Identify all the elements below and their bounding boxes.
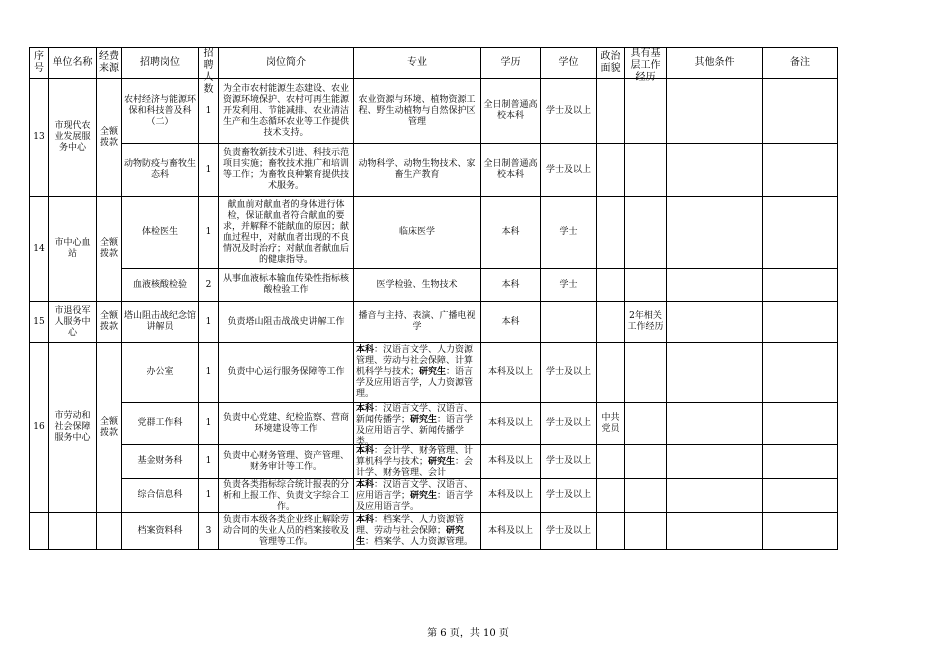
header-grassroots: 具有基层工作经历 [625, 48, 667, 79]
cell-funding: 全额拨款 [97, 302, 122, 343]
cell-remark [763, 403, 838, 445]
header-seq: 序号 [30, 48, 49, 79]
cell-seq: 15 [30, 302, 49, 343]
cell-count: 1 [199, 302, 219, 343]
major-level-label: 研究生 [419, 367, 447, 377]
cell-intro: 负责中心党建、纪检监察、营商环境建设等工作 [219, 403, 354, 445]
cell-major: 动物科学、动物生物技术、家畜生产教育 [354, 144, 481, 197]
cell-major [354, 445, 481, 479]
table-row [30, 79, 838, 144]
cell-political [597, 197, 625, 269]
major-text: ：档案学、人力资源管理。 [365, 536, 474, 547]
major-level-label: 本科 [356, 514, 375, 525]
cell-position: 党群工作科 [122, 403, 199, 445]
header-major: 专业 [354, 48, 481, 79]
header-remark: 备注 [763, 48, 838, 79]
cell-degree: 学士及以上 [541, 513, 597, 550]
cell-education: 本科 [481, 269, 541, 302]
cell-other [667, 445, 763, 479]
cell-remark [763, 445, 838, 479]
cell-intro: 负责市本级各类企业终止解除劳动合同的失业人员的档案接收及管理等工作。 [219, 513, 354, 550]
cell-intro: 负责中心财务管理、资产管理、财务审计等工作。 [219, 445, 354, 479]
cell-remark [763, 144, 838, 197]
header-count: 招聘人数 [199, 48, 219, 79]
cell-other [667, 197, 763, 269]
cell-grassroots [625, 513, 667, 550]
cell-unit [49, 513, 97, 550]
cell-major [354, 513, 481, 550]
cell-intro: 为全市农村能源生态建设、农业资源环境保护、农村可再生能源开发利用、节能减排、农业清洁生产和生态循环农业等工作提供技术支持。 [219, 79, 354, 144]
major-text: ：会计学、财务管理、计算机科学与技术； [356, 445, 474, 467]
cell-count: 1 [199, 343, 219, 403]
cell-position: 血液核酸检验 [122, 269, 199, 302]
cell-grassroots [625, 197, 667, 269]
cell-grassroots [625, 79, 667, 144]
cell-funding: 全额拨款 [97, 79, 122, 197]
cell-political [597, 513, 625, 550]
cell-other [667, 403, 763, 445]
cell-degree: 学士及以上 [541, 479, 597, 513]
cell-remark [763, 343, 838, 403]
cell-political: 中共党员 [597, 403, 625, 445]
cell-grassroots [625, 343, 667, 403]
cell-education: 全日制普通高校本科 [481, 144, 541, 197]
cell-degree: 学士及以上 [541, 144, 597, 197]
cell-remark [763, 79, 838, 144]
cell-education: 本科及以上 [481, 479, 541, 513]
major-text: ：语言学及应用语言学，人力资源管理。 [356, 367, 474, 399]
major-text: ：语言学及应用语言学、新闻传播学类。 [356, 414, 474, 447]
cell-grassroots [625, 269, 667, 302]
cell-count: 1 [199, 445, 219, 479]
header-unit: 单位名称 [49, 48, 97, 79]
table-row [30, 445, 838, 479]
cell-major [354, 403, 481, 445]
header-political: 政治面貌 [597, 48, 625, 79]
major-level-label: 本科 [356, 479, 375, 490]
cell-intro: 献血前对献血者的身体进行体检，保证献血者符合献血的要求，并解释不能献血的原因；献血过程中，对献血者出现的不良情况及时治疗；对献血者献血后的健康指导。 [219, 197, 354, 269]
header-position: 招聘岗位 [122, 48, 199, 79]
major-text: ：会计学、财务管理、会计 [356, 456, 474, 478]
cell-intro: 负责畜牧新技术引进、科技示范项目实施；畜牧技术推广和培训等工作；为畜牧良种繁育提供技术服务。 [219, 144, 354, 197]
major-text: ：汉语言文学、汉语言、新闻传播学； [356, 403, 474, 425]
cell-grassroots [625, 144, 667, 197]
cell-political [597, 79, 625, 144]
cell-position: 体检医生 [122, 197, 199, 269]
cell-other [667, 79, 763, 144]
cell-degree: 学士 [541, 197, 597, 269]
cell-count: 1 [199, 403, 219, 445]
cell-remark [763, 513, 838, 550]
cell-count: 2 [199, 269, 219, 302]
cell-education: 本科及以上 [481, 513, 541, 550]
cell-degree: 学士 [541, 269, 597, 302]
cell-major: 临床医学 [354, 197, 481, 269]
major-level-label: 本科 [356, 445, 375, 456]
cell-count: 1 [199, 79, 219, 144]
cell-remark [763, 479, 838, 513]
cell-position: 塔山阻击战纪念馆 讲解员 [122, 302, 199, 343]
cell-unit: 市退役军人服务中心 [49, 302, 97, 343]
cell-education: 本科 [481, 302, 541, 343]
cell-political [597, 144, 625, 197]
cell-intro: 负责塔山阻击战战史讲解工作 [219, 302, 354, 343]
cell-other [667, 269, 763, 302]
cell-degree: 学士及以上 [541, 445, 597, 479]
major-level-label: 研究生 [356, 525, 465, 547]
header-intro: 岗位简介 [219, 48, 354, 79]
cell-degree [541, 302, 597, 343]
cell-count: 1 [199, 144, 219, 197]
cell-education: 本科及以上 [481, 343, 541, 403]
cell-remark [763, 302, 838, 343]
header-funding: 经费来源 [97, 48, 122, 79]
major-level-label: 研究生 [428, 456, 456, 467]
cell-count: 1 [199, 479, 219, 513]
cell-political [597, 445, 625, 479]
cell-intro: 负责各类指标综合统计报表的分析和上报工作、负责文字综合工作。 [219, 479, 354, 513]
cell-other [667, 302, 763, 343]
cell-position: 综合信息科 [122, 479, 199, 513]
table-row [30, 513, 838, 550]
cell-grassroots [625, 445, 667, 479]
cell-unit: 市劳动和社会保障服务中心 [49, 343, 97, 513]
page-footer: 第 6 页，共 10 页 [427, 628, 509, 639]
major-text: ：档案学、人力资源管理、劳动与社会保障； [356, 514, 465, 536]
cell-political [597, 302, 625, 343]
major-level-label: 本科 [356, 345, 375, 355]
cell-political [597, 343, 625, 403]
table-row [30, 343, 838, 403]
header-education: 学历 [481, 48, 541, 79]
cell-funding [97, 513, 122, 550]
table-header-row [30, 48, 838, 79]
cell-major: 医学检验、生物技术 [354, 269, 481, 302]
cell-degree: 学士及以上 [541, 79, 597, 144]
cell-education: 本科及以上 [481, 445, 541, 479]
table-row [30, 403, 838, 445]
cell-seq: 14 [30, 197, 49, 302]
cell-count: 3 [199, 513, 219, 550]
cell-unit: 市中心血站 [49, 197, 97, 302]
cell-political [597, 269, 625, 302]
cell-count: 1 [199, 197, 219, 269]
cell-remark [763, 197, 838, 269]
cell-funding: 全额拨款 [97, 197, 122, 302]
cell-seq: 16 [30, 343, 49, 513]
cell-unit: 市现代农业发展服务中心 [49, 79, 97, 197]
major-text: ：汉语言文学、人力资源管理、劳动与社会保障、计算机科学与技术； [356, 345, 474, 377]
cell-position: 动物防疫与畜牧生态科 [122, 144, 199, 197]
cell-intro: 从事血液标本输血传染性指标核酸检验工作 [219, 269, 354, 302]
cell-position: 基金财务科 [122, 445, 199, 479]
cell-grassroots: 2年相关工作经历 [625, 302, 667, 343]
cell-major: 农业资源与环境、植物资源工程、野生动植物与自然保护区管理 [354, 79, 481, 144]
major-level-label: 研究生 [410, 490, 438, 501]
cell-education: 本科及以上 [481, 403, 541, 445]
cell-other [667, 513, 763, 550]
cell-degree: 学士及以上 [541, 403, 597, 445]
cell-intro: 负责中心运行服务保障等工作 [219, 343, 354, 403]
cell-funding: 全额拨款 [97, 343, 122, 513]
cell-position: 档案资料科 [122, 513, 199, 550]
cell-education: 全日制普通高校本科 [481, 79, 541, 144]
cell-remark [763, 269, 838, 302]
cell-major [354, 479, 481, 513]
header-other: 其他条件 [667, 48, 763, 79]
cell-degree: 学士及以上 [541, 343, 597, 403]
major-level-label: 本科 [356, 403, 375, 414]
recruitment-table [29, 47, 838, 550]
table-row [30, 269, 838, 302]
table-row [30, 302, 838, 343]
cell-position: 办公室 [122, 343, 199, 403]
header-degree: 学位 [541, 48, 597, 79]
cell-education: 本科 [481, 197, 541, 269]
cell-seq [30, 513, 49, 550]
cell-seq: 13 [30, 79, 49, 197]
cell-other [667, 479, 763, 513]
cell-major: 播音与主持、表演、广播电视学 [354, 302, 481, 343]
major-text: ：汉语言文学、汉语言、应用语言学； [356, 479, 474, 501]
cell-grassroots [625, 403, 667, 445]
cell-major [354, 343, 481, 403]
major-text: ：语言学及应用语言学。 [356, 490, 474, 512]
cell-other [667, 144, 763, 197]
table-row [30, 144, 838, 197]
cell-position: 农村经济与能源环保和科技普及科（二） [122, 79, 199, 144]
table-row [30, 479, 838, 513]
cell-grassroots [625, 479, 667, 513]
major-level-label: 研究生 [410, 414, 438, 425]
table-row [30, 197, 838, 269]
cell-political [597, 479, 625, 513]
cell-other [667, 343, 763, 403]
